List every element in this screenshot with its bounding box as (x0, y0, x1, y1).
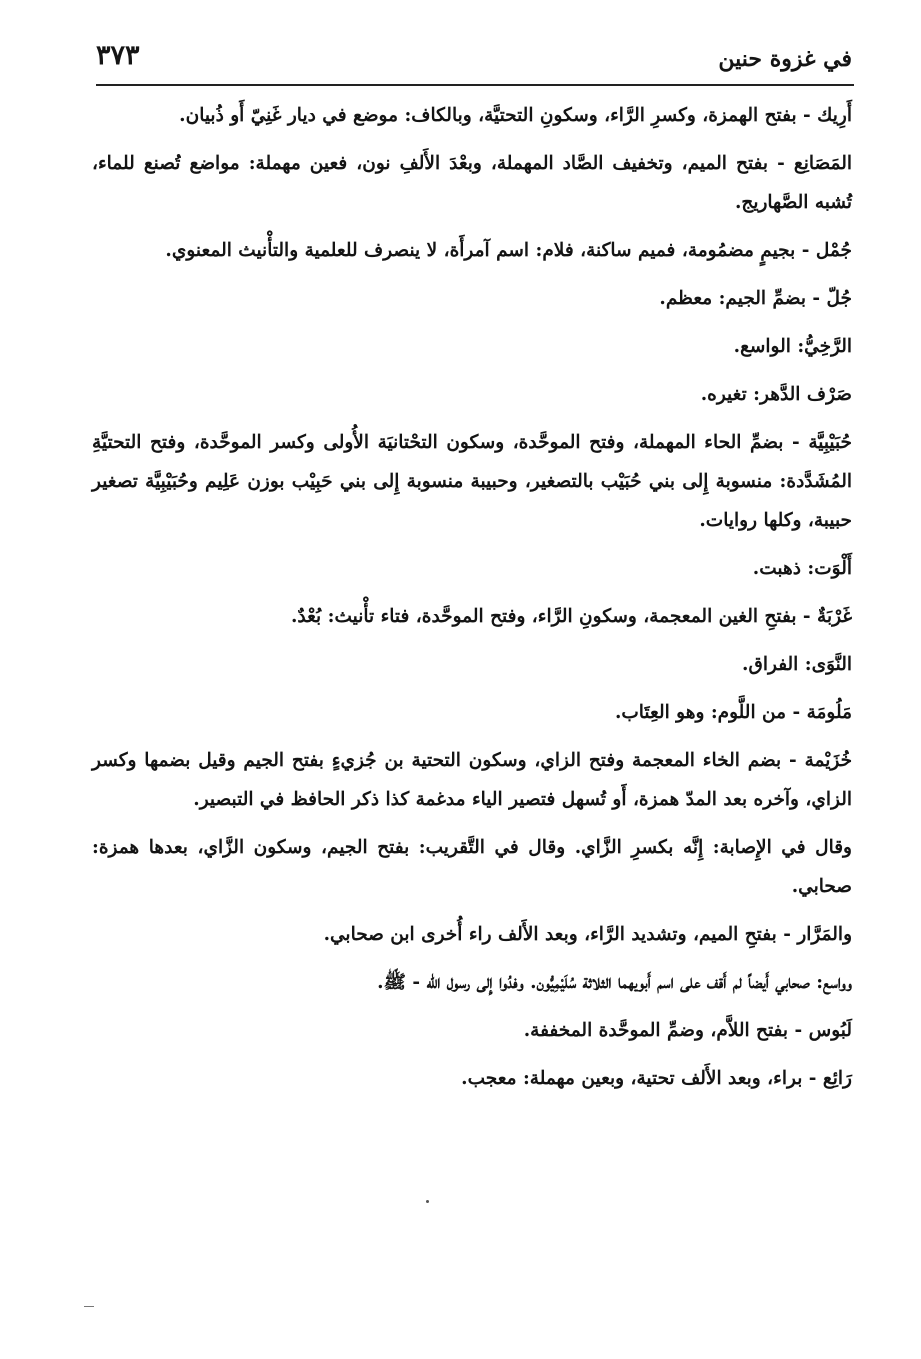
entry-term: رَائِع (822, 1068, 852, 1089)
glossary-entry (92, 693, 852, 732)
entry-term: حُبَيْبِيَّة (808, 432, 852, 453)
entry-definition: وقال في الإِصابة: إِنَّه بكسرِ الزَّاي. وقال في التَّقريب: بفتح الجيم، وسكون الزَّاي، بعدها همزة: صحابي. (92, 837, 852, 897)
glossary-paragraph (92, 963, 852, 1002)
entry-definition: - بضم الخاء المعجمة وفتح الزاي، وسكون التحتية بن جُزيءٍ بفتح الجيم وقيل بضمها وكسر الزاي، وآخره بعد المدّ همزة، أَو تُسهل فتصير الياء مدغمة كذا ذكر الحافظ في التبصير. (92, 750, 852, 810)
running-title: في غزوة حنين (718, 46, 852, 72)
entry-term: والمَرَّار (797, 924, 852, 945)
glossary-entry (92, 279, 852, 318)
scan-speck (426, 1200, 429, 1203)
entry-term: جُمْل (815, 240, 852, 261)
entry-term: الرَّخِيُّ (804, 336, 852, 357)
glossary-entry (92, 144, 852, 222)
glossary-entry (92, 231, 852, 270)
entry-definition: - بجيمٍ مضمُومة، فميم ساكنة، فلام: اسم آمرأَة، لا ينصرف للعلمية والتأْنيث المعنوي. (165, 240, 816, 261)
entry-definition: وواسع: صحابي أَيضاً لم أَقف على اسم أَبويهما الثلاثة سُلَيْمِيُّون. وفدُوا إِلى رسول الله - ﷺ. (377, 972, 852, 993)
glossary-entry (92, 645, 852, 684)
scan-edge-mark (84, 1306, 94, 1307)
glossary-entry (92, 96, 852, 135)
entry-definition: - بفتح اللاَّم، وضمِّ الموحَّدة المخففة. (523, 1020, 809, 1041)
entry-term: جُلّ (826, 288, 852, 309)
entry-definition: : الفراق. (742, 654, 812, 675)
page-header (96, 38, 852, 84)
entry-term: النَّوَى (811, 654, 852, 675)
entry-term: خُزَيْمة (804, 750, 852, 771)
entry-term: لَبُوس (808, 1020, 852, 1041)
entry-definition: - بضمِّ الجيم: معظم. (659, 288, 827, 309)
entry-term: مَلُومَة (806, 702, 852, 723)
glossary-entry (92, 1011, 852, 1050)
entry-definition: - بفتح الميم، وتخفيف الصَّاد المهملة، وبعْدَ الأَلفِ نون، فعين مهملة: مواضع تُصنع للماء، تُشبه الصَّهاريج. (92, 153, 852, 213)
entry-term: غَرْبَةٌ (817, 606, 852, 627)
glossary-body (92, 96, 852, 1107)
entry-definition: - براء، وبعد الأَلف تحتية، وبعين مهملة: معجب. (461, 1068, 823, 1089)
entry-term: المَصَانِع (793, 153, 852, 174)
entry-definition: - من اللَّوم: وهو العِتَاب. (614, 702, 807, 723)
entry-term: أَرِيك (817, 105, 852, 126)
glossary-entry (92, 423, 852, 540)
entry-definition: - بضمِّ الحاء المهملة، وفتح الموحَّدة، وسكون التحْتانيَة الأُولى وكسر الموحَّدة، وفتح التحتيَّةِ المُشَدَّدة: منسوبة إِلى بني حُبَيْب بالتصغير، وحبيبة منسوبة إِلى بني حَبِيْب بوزن عَلِيم وحُبَيْبِيَّة تصغير حبيبة، وكلها روايات. (92, 432, 852, 531)
glossary-entry (92, 1059, 852, 1098)
glossary-paragraph (92, 828, 852, 906)
glossary-entry (92, 327, 852, 366)
entry-definition: : الواسع. (733, 336, 805, 357)
entry-term: أَلْوَت (814, 558, 852, 579)
page-number: ٣٧٣ (96, 40, 140, 71)
glossary-entry (92, 375, 852, 414)
entry-definition: - بفتحِ الميم، وتشديد الرَّاء، وبعد الأَلف راء أُخرى ابن صحابي. (323, 924, 798, 945)
entry-term: صَرْف الدَّهر (760, 384, 852, 405)
glossary-entry (92, 597, 852, 636)
entry-definition: : ذهبت. (752, 558, 815, 579)
glossary-entry (92, 741, 852, 819)
glossary-entry (92, 915, 852, 954)
glossary-entry (92, 549, 852, 588)
header-rule (96, 84, 854, 86)
entry-definition: - بفتح الهمزة، وكسرِ الرَّاء، وسكونِ التحتيَّة، وبالكاف: موضع في ديار غَنِيّ أَو ذُبيان. (179, 105, 818, 126)
entry-definition: : تغيره. (700, 384, 760, 405)
entry-definition: - بفتحِ الغين المعجمة، وسكونِ الرَّاء، وفتح الموحَّدة، فتاء تأْنيث: بُعْدٌ. (290, 606, 818, 627)
